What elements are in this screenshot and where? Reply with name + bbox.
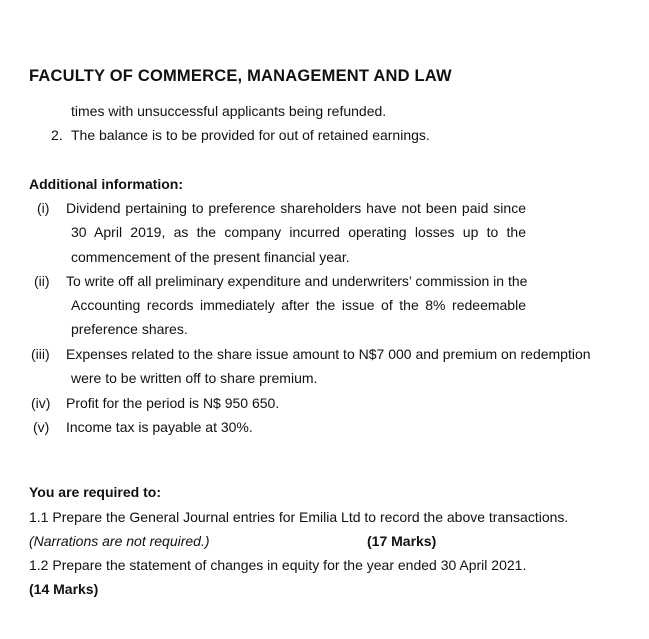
item-i-line-1: Dividend pertaining to preference shareholders have not been paid since xyxy=(66,200,526,216)
question-1-1-marks: (17 Marks) xyxy=(367,533,437,549)
item-iii-label: (iii) xyxy=(31,346,50,362)
item-iv-line-1: Profit for the period is N$ 950 650. xyxy=(66,395,280,411)
additional-info-heading: Additional information: xyxy=(29,176,183,192)
question-1-2-marks: (14 Marks) xyxy=(29,581,99,597)
item-iii-line-1: Expenses related to the share issue amount to N$7 000 and premium on redemption xyxy=(66,346,591,362)
item-i-label: (i) xyxy=(37,200,50,216)
item-v-label: (v) xyxy=(33,419,50,435)
page-title: FACULTY OF COMMERCE, MANAGEMENT AND LAW xyxy=(29,67,452,85)
item-i-line-3: commencement of the present financial year. xyxy=(71,249,350,265)
item-i-line-2: 30 April 2019, as the company incurred operating losses up to the xyxy=(71,224,526,240)
item-iv-label: (iv) xyxy=(31,395,51,411)
question-1-1-note: (Narrations are not required.) xyxy=(29,533,210,549)
continued-line: times with unsuccessful applicants being refunded. xyxy=(71,103,387,119)
question-1-2-text: 1.2 Prepare the statement of changes in equity for the year ended 30 April 2021. xyxy=(29,557,527,573)
item-v-line-1: Income tax is payable at 30%. xyxy=(66,419,253,435)
required-heading: You are required to: xyxy=(29,484,161,500)
item-ii-line-3: preference shares. xyxy=(71,321,188,337)
question-1-1-text: 1.1 Prepare the General Journal entries for Emilia Ltd to record the above transactions. xyxy=(29,509,569,525)
item-2-text: The balance is to be provided for out of retained earnings. xyxy=(71,127,430,143)
item-ii-line-1: To write off all preliminary expenditure and underwriters’ commission in the xyxy=(66,273,528,289)
item-ii-line-2: Accounting records immediately after the issue of the 8% redeemable xyxy=(71,297,526,313)
item-ii-label: (ii) xyxy=(34,273,50,289)
item-iii-line-2: were to be written off to share premium. xyxy=(71,370,318,386)
item-2-number: 2. xyxy=(51,127,63,143)
